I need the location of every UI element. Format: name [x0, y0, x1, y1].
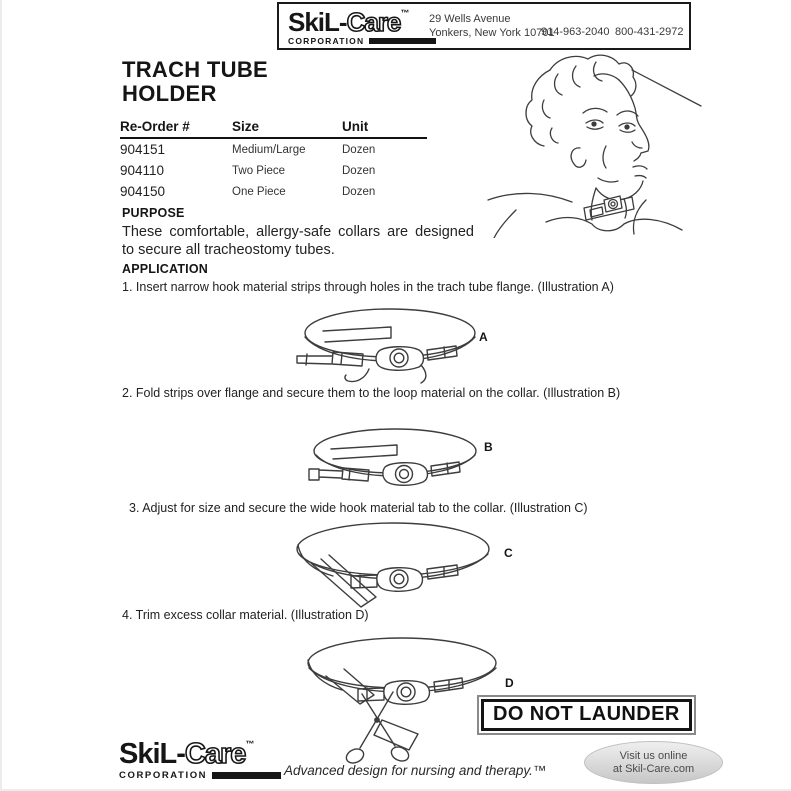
application-heading: APPLICATION — [122, 262, 208, 276]
collar-illustration-a — [293, 301, 483, 386]
collar-illustration-c — [287, 517, 500, 615]
header-box — [277, 2, 691, 50]
logo-bar — [212, 772, 281, 779]
illustration-label-d: D — [505, 676, 514, 690]
table-row: 904110 Two Piece Dozen — [120, 163, 376, 178]
table-header-row — [120, 119, 427, 139]
phone-tollfree: 800-431-2972 — [615, 26, 684, 38]
purpose-text: These comfortable, allergy-safe collars are designed to secure all tracheostomy tubes. — [122, 224, 474, 258]
company-address — [429, 12, 555, 40]
skilcare-logo-footer — [119, 740, 281, 781]
col-header-reorder: Re-Order # — [120, 119, 190, 134]
illustration-label-a: A — [479, 330, 488, 344]
logo-subtitle: CORPORATION — [288, 36, 365, 46]
step-1: 1. Insert narrow hook material strips through holes in the trach tube flange. (Illustration A) — [122, 280, 614, 294]
patient-head-illustration — [486, 50, 704, 238]
trademark-symbol: ™ — [245, 739, 255, 749]
logo-bar — [369, 38, 436, 44]
table-row: 904150 One Piece Dozen — [120, 184, 376, 199]
illustration-label-b: B — [484, 440, 493, 454]
address-line1: 29 Wells Avenue — [429, 13, 511, 25]
step-3: 3. Adjust for size and secure the wide hook material tab to the collar. (Illustration C) — [129, 501, 588, 515]
col-header-unit: Unit — [342, 119, 369, 134]
col-header-size: Size — [232, 119, 260, 134]
logo-wordmark: SkiL-Care™ — [288, 7, 410, 37]
table-row: 904151 Medium/Large Dozen — [120, 142, 376, 157]
visit-online-line1: Visit us online — [619, 749, 688, 762]
address-line2: Yonkers, New York 10701 — [429, 27, 555, 39]
illustration-label-c: C — [504, 546, 513, 560]
do-not-launder-text: DO NOT LAUNDER — [481, 699, 692, 731]
visit-online-button[interactable] — [584, 741, 723, 784]
logo-wordmark: SkiL-Care™ — [119, 738, 255, 770]
footer-tagline: Advanced design for nursing and therapy.™ — [284, 763, 547, 778]
page-title: TRACH TUBE HOLDER — [122, 57, 268, 106]
order-table — [120, 119, 427, 202]
collar-illustration-b — [303, 421, 483, 499]
purpose-heading: PURPOSE — [122, 206, 185, 220]
step-4: 4. Trim excess collar material. (Illustration D) — [122, 608, 369, 622]
phone-local: 914-963-2040 — [541, 26, 610, 38]
logo-subtitle: CORPORATION — [119, 770, 208, 781]
visit-online-line2: at Skil-Care.com — [612, 762, 695, 775]
skilcare-logo — [288, 9, 436, 46]
do-not-launder-box — [477, 695, 696, 735]
step-2: 2. Fold strips over flange and secure them to the loop material on the collar. (Illustration B) — [122, 386, 621, 400]
trademark-symbol: ™ — [400, 8, 410, 18]
